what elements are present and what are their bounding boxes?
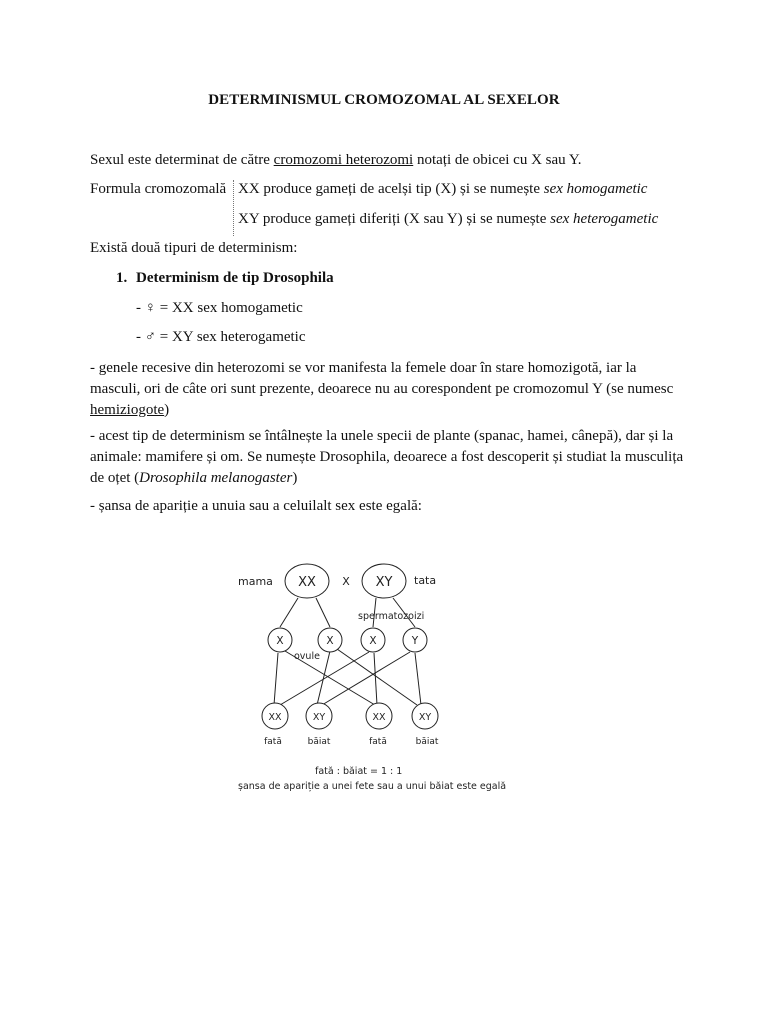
gamete-4-label: Y xyxy=(411,635,419,647)
formula-row1-text: XX produce gameți de acelși tip (X) și se numește xyxy=(238,181,544,197)
types-line: Există două tipuri de determinism: xyxy=(90,240,298,256)
offspring-1-genotype: XX xyxy=(268,712,282,723)
gamete-1-label: X xyxy=(276,635,284,647)
para1-text: - genele recesive din heterozomi se vor manifesta la femele doar în stare homozigotă, iar la masculi, ori de câte ori sunt prezente, deoarece nu au corespondent pe cromozomul Y (se numesc xyxy=(90,360,674,397)
egg-label: ovule xyxy=(294,651,320,662)
section-heading: Determinism de tip Drosophila xyxy=(136,270,334,286)
father-genotype: XY xyxy=(375,575,393,590)
gamete-2-label: X xyxy=(326,635,334,647)
mother-genotype: XX xyxy=(298,575,316,590)
father-label: tata xyxy=(414,574,437,587)
offspring-2-genotype: XY xyxy=(312,712,326,723)
formula-row-xy xyxy=(238,211,658,228)
intro-before: Sexul este determinat de către xyxy=(90,152,274,168)
intro-line xyxy=(90,152,582,169)
paragraph-recessive xyxy=(90,358,690,421)
intro-after: notați de obicei cu X sau Y. xyxy=(413,152,582,168)
line-g1-o1 xyxy=(274,653,278,705)
line-g4-o2 xyxy=(322,652,410,705)
paragraph-chance: - șansa de apariție a unuia sau a celuilalt sex este egală: xyxy=(90,498,422,514)
diagram-caption: șansa de apariție a unei fete sau a unui băiat este egală xyxy=(238,781,507,792)
mother-label: mama xyxy=(238,575,273,588)
para2-italic: Drosophila melanogaster xyxy=(139,470,293,486)
female-line: - ♀ = XX sex homogametic xyxy=(136,300,303,316)
offspring-1-sex: fată xyxy=(264,737,282,747)
formula-row1-italic: sex homogametic xyxy=(543,181,648,197)
offspring-4-sex: băiat xyxy=(415,737,439,747)
section-number: 1. xyxy=(116,270,128,286)
page-title: DETERMINISMUL CROMOZOMAL AL SEXELOR xyxy=(208,92,560,108)
para2-text: - acest tip de determinism se întâlnește la unele specii de plante (spanac, hamei, cânepă), dar și la animale: mamifere și om. Se numește Drosophila, deoarece a fost descoperit și studiat la musculița de oțet ( xyxy=(90,428,684,486)
para2-end: ) xyxy=(292,470,298,486)
formula-row2-italic: sex heterogametic xyxy=(550,211,659,227)
formula-row-xx xyxy=(238,181,647,198)
offspring-2-sex: băiat xyxy=(307,737,331,747)
sperm-label: spermatozoizi xyxy=(358,611,425,622)
line-g4-o4 xyxy=(415,653,421,705)
para1-end: ) xyxy=(164,402,170,418)
formula-bracket xyxy=(233,180,234,236)
hemiziogote-link[interactable]: hemiziogote xyxy=(90,402,165,418)
line-mother-x2 xyxy=(316,598,330,627)
formula-row2-text: XY produce gameți diferiți (X sau Y) și se numește xyxy=(238,211,551,227)
line-g3-o3 xyxy=(374,653,377,705)
heterozomi-link[interactable]: cromozomi heterozomi xyxy=(273,152,414,168)
male-line: - ♂ = XY sex heterogametic xyxy=(136,329,306,345)
line-mother-x1 xyxy=(280,598,298,627)
cross-symbol: X xyxy=(342,575,350,588)
formula-label: Formula cromozomală xyxy=(90,181,227,197)
gamete-3-label: X xyxy=(369,635,377,647)
paragraph-species xyxy=(90,426,690,489)
offspring-3-genotype: XX xyxy=(372,712,386,723)
offspring-3-sex: fată xyxy=(369,737,387,747)
offspring-4-genotype: XY xyxy=(418,712,432,723)
ratio-text: fată : băiat = 1 : 1 xyxy=(315,766,403,777)
